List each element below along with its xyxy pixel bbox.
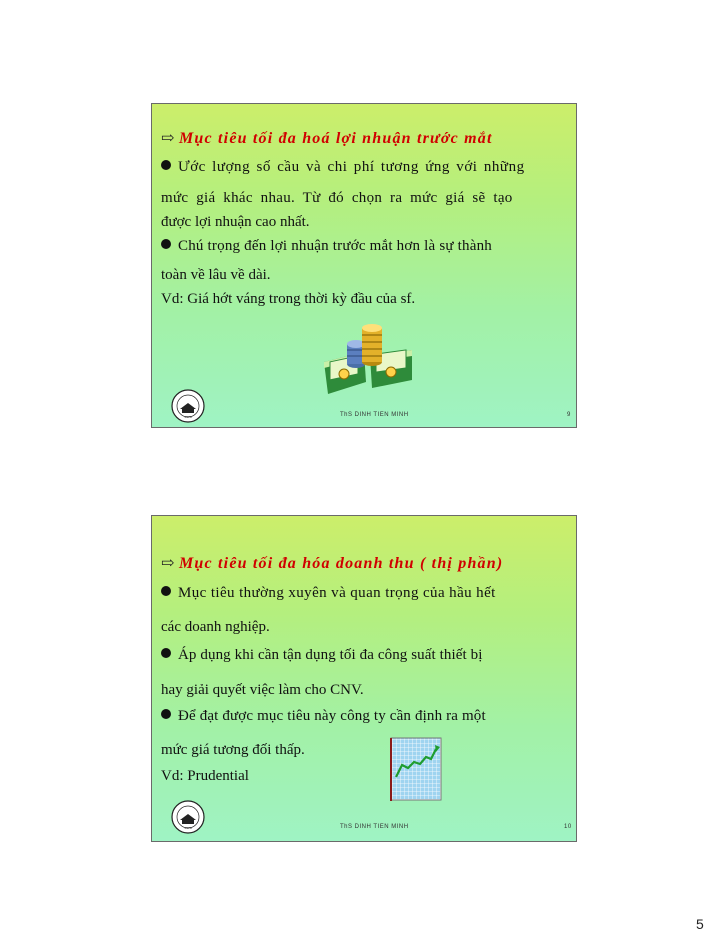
page-number: 5 xyxy=(696,916,704,932)
slide-1-line-4: Chú trọng đến lợi nhuận trước mắt hơn là sự thành xyxy=(161,238,492,255)
slide-2-line-1: Mục tiêu thường xuyên và quan trọng của hầu hết xyxy=(161,585,496,602)
university-seal-icon xyxy=(171,800,205,834)
slide-2-line-5: Để đạt được mục tiêu này công ty cần định ra một xyxy=(161,708,486,725)
slide-2-line-3: Áp dụng khi cần tận dụng tối đa công suất thiết bị xyxy=(161,647,483,664)
arrow-icon: ⇨ xyxy=(161,555,175,572)
bullet-icon xyxy=(161,586,171,596)
slide-2-line-7: Vd: Prudential xyxy=(161,768,249,784)
slide-1 xyxy=(151,103,577,428)
slide-2-line-6: mức giá tương đối thấp. xyxy=(161,742,305,758)
slide-2-footer-number: 10 xyxy=(564,824,572,830)
slide-2-footer-author: ThS DINH TIEN MINH xyxy=(340,824,409,830)
slide-1-line-3: được lợi nhuận cao nhất. xyxy=(161,214,310,230)
slide-2-heading: Mục tiêu tối đa hóa doanh thu ( thị phần) xyxy=(179,555,504,572)
slide-1-line-6: Vd: Giá hớt váng trong thời kỳ đầu của sf. xyxy=(161,291,416,307)
svg-text:1976: 1976 xyxy=(184,415,192,419)
slide-2-line-2: các doanh nghiệp. xyxy=(161,619,270,635)
slide-1-line-1: Ước lượng số cầu và chi phí tương ứng với những xyxy=(161,159,525,176)
slide-1-heading: Mục tiêu tối đa hoá lợi nhuận trước mắt xyxy=(179,130,493,147)
university-seal-icon xyxy=(171,389,205,423)
slide-1-line-5: toàn về lâu về dài. xyxy=(161,267,271,283)
arrow-icon: ⇨ xyxy=(161,130,175,147)
money-stack-coins-icon xyxy=(320,322,416,400)
slide-2-line-4: hay giải quyết việc làm cho CNV. xyxy=(161,682,364,698)
slide-2 xyxy=(151,515,577,842)
slide-1-footer-author: ThS DINH TIEN MINH xyxy=(340,412,409,418)
bullet-icon xyxy=(161,709,171,719)
svg-text:1976: 1976 xyxy=(184,826,192,830)
growth-chart-icon xyxy=(388,735,444,803)
slide-1-footer-number: 9 xyxy=(567,412,571,418)
bullet-icon xyxy=(161,160,171,170)
slide-1-line-2: mức giá khác nhau. Từ đó chọn ra mức giá sẽ tạo xyxy=(161,190,513,206)
bullet-icon xyxy=(161,648,171,658)
bullet-icon xyxy=(161,239,171,249)
